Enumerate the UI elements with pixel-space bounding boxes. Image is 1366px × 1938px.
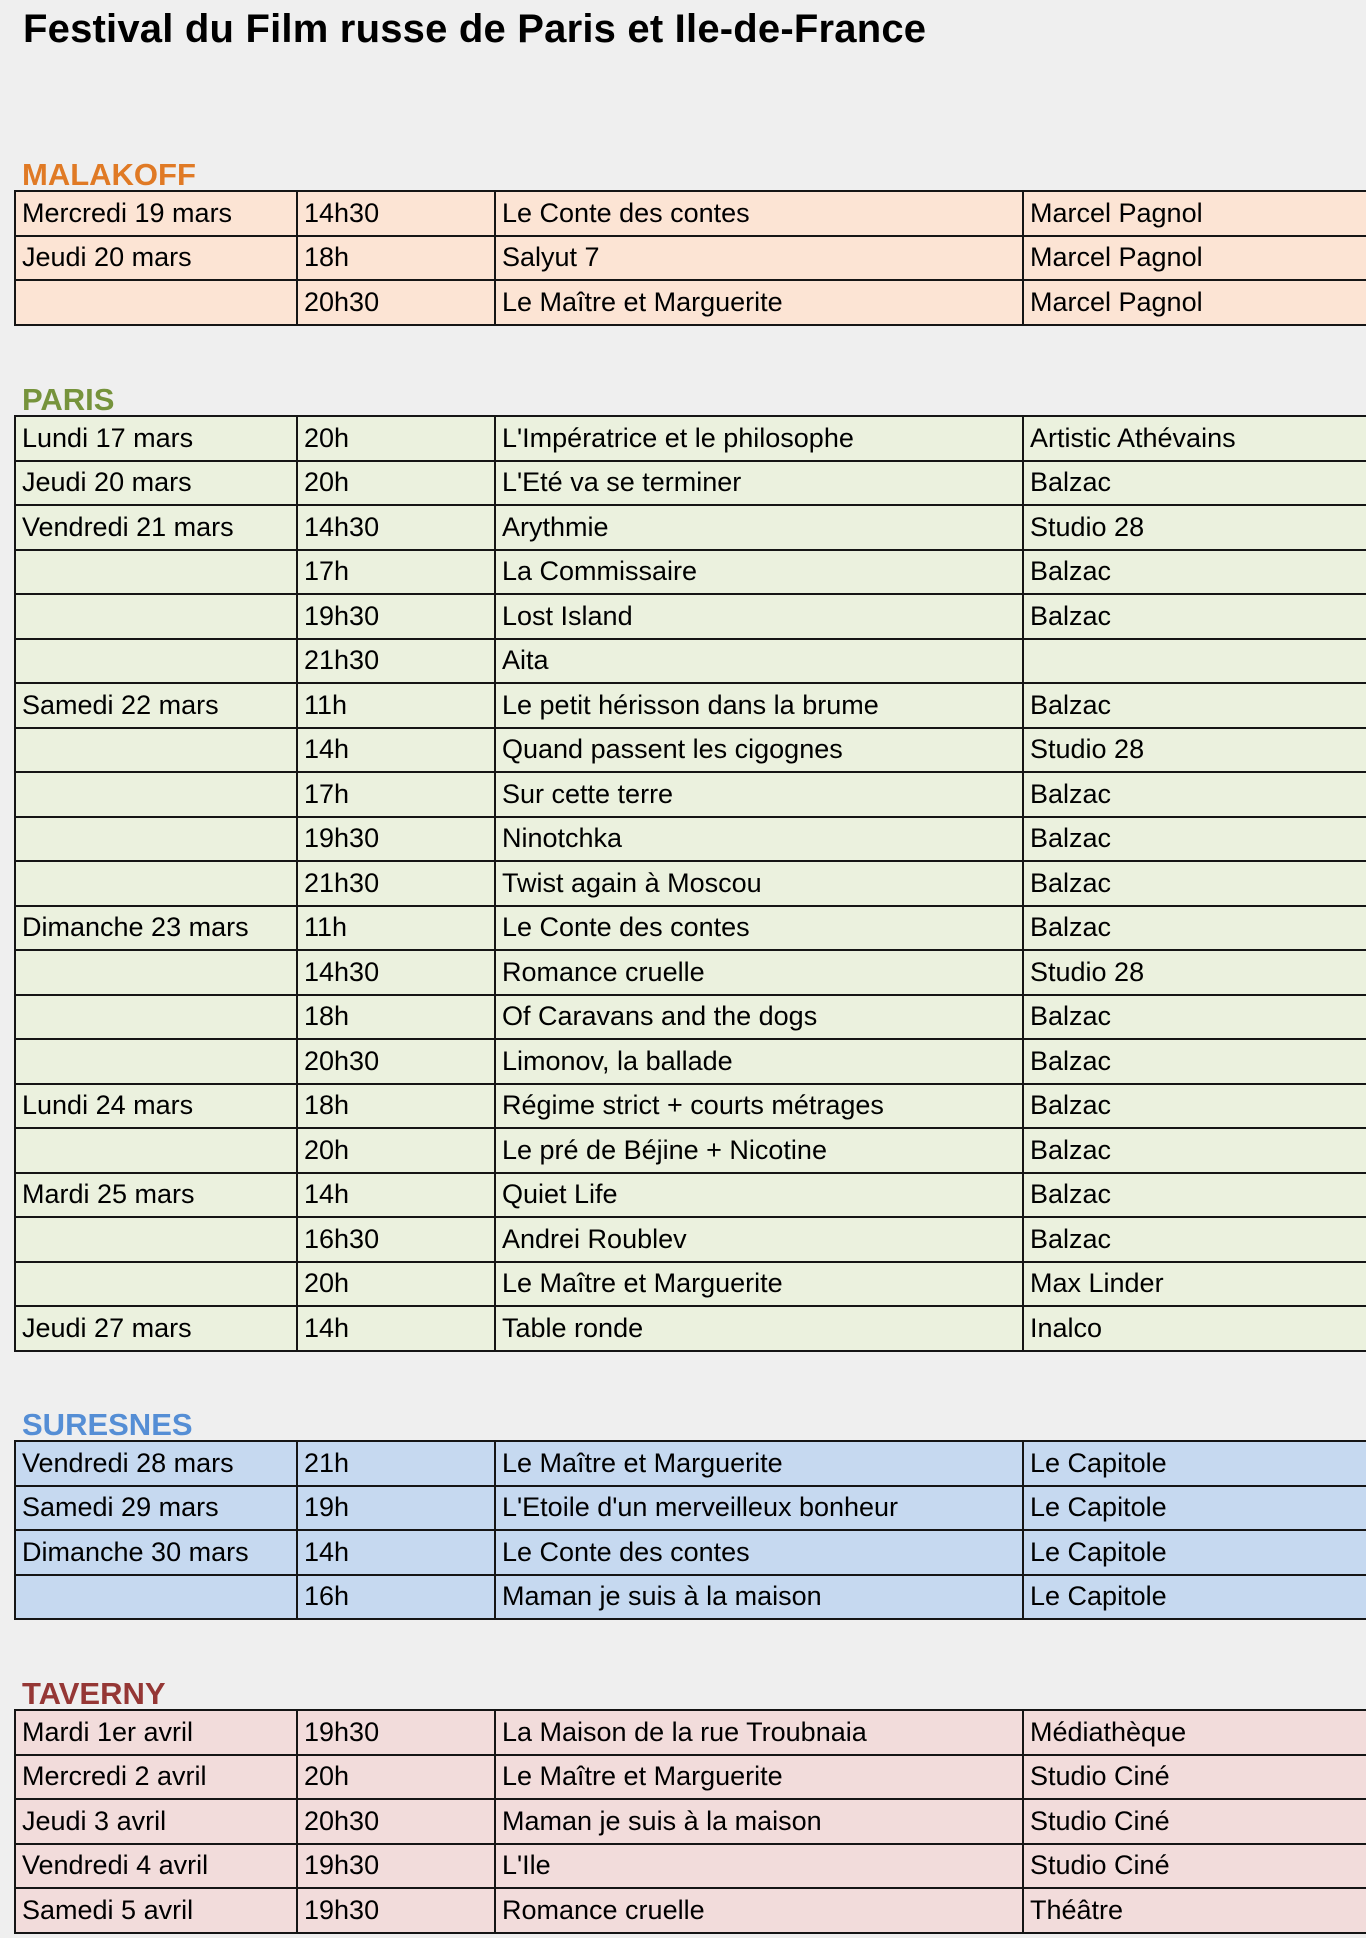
film-cell: Le Maître et Marguerite	[495, 1755, 1023, 1800]
schedule-table	[14, 415, 1366, 1352]
film-cell: Le Maître et Marguerite	[495, 1441, 1023, 1486]
venue-cell: Marcel Pagnol	[1023, 191, 1366, 236]
date-cell: Lundi 17 mars	[15, 416, 297, 461]
venue-cell: Max Linder	[1023, 1262, 1366, 1307]
date-cell: Jeudi 27 mars	[15, 1306, 297, 1351]
film-cell: Of Caravans and the dogs	[495, 995, 1023, 1040]
table-row	[15, 416, 1366, 461]
time-cell: 20h30	[297, 1799, 495, 1844]
section-title: SURESNES	[22, 1407, 193, 1442]
section-taverny	[14, 1669, 1366, 1934]
table-row	[15, 861, 1366, 906]
table-row	[15, 1799, 1366, 1844]
date-cell	[15, 594, 297, 639]
section-paris	[14, 375, 1366, 1352]
table-row	[15, 772, 1366, 817]
film-cell: L'Impératrice et le philosophe	[495, 416, 1023, 461]
time-cell: 20h	[297, 1128, 495, 1173]
time-cell: 14h	[297, 1530, 495, 1575]
table-row	[15, 1084, 1366, 1129]
film-cell: Salyut 7	[495, 236, 1023, 281]
film-cell: Le Maître et Marguerite	[495, 1262, 1023, 1307]
venue-cell: Studio 28	[1023, 950, 1366, 995]
venue-cell: Médiathèque	[1023, 1710, 1366, 1755]
time-cell: 11h	[297, 683, 495, 728]
film-cell: Maman je suis à la maison	[495, 1575, 1023, 1620]
date-cell: Mardi 1er avril	[15, 1710, 297, 1755]
venue-cell	[1023, 639, 1366, 684]
time-cell: 19h30	[297, 594, 495, 639]
venue-cell: Studio 28	[1023, 505, 1366, 550]
date-cell	[15, 861, 297, 906]
film-cell: Table ronde	[495, 1306, 1023, 1351]
table-row	[15, 1262, 1366, 1307]
date-cell	[15, 639, 297, 684]
time-cell: 14h30	[297, 505, 495, 550]
schedule-table	[14, 190, 1366, 326]
date-cell	[15, 950, 297, 995]
time-cell: 20h	[297, 461, 495, 506]
date-cell: Vendredi 28 mars	[15, 1441, 297, 1486]
venue-cell: Studio Ciné	[1023, 1844, 1366, 1889]
table-row	[15, 817, 1366, 862]
time-cell: 21h30	[297, 639, 495, 684]
table-row	[15, 1039, 1366, 1084]
date-cell	[15, 1575, 297, 1620]
venue-cell: Studio 28	[1023, 728, 1366, 773]
time-cell: 14h	[297, 728, 495, 773]
table-row	[15, 683, 1366, 728]
venue-cell: Le Capitole	[1023, 1441, 1366, 1486]
film-cell: Aita	[495, 639, 1023, 684]
film-cell: La Maison de la rue Troubnaia	[495, 1710, 1023, 1755]
film-cell: Le Conte des contes	[495, 191, 1023, 236]
venue-cell: Théâtre	[1023, 1888, 1366, 1933]
section-malakoff	[14, 150, 1366, 326]
table-row	[15, 1217, 1366, 1262]
venue-cell: Balzac	[1023, 683, 1366, 728]
venue-cell: Inalco	[1023, 1306, 1366, 1351]
table-row	[15, 461, 1366, 506]
film-cell: Régime strict + courts métrages	[495, 1084, 1023, 1129]
time-cell: 19h30	[297, 1888, 495, 1933]
table-row	[15, 906, 1366, 951]
film-cell: Le petit hérisson dans la brume	[495, 683, 1023, 728]
date-cell	[15, 1262, 297, 1307]
film-cell: Limonov, la ballade	[495, 1039, 1023, 1084]
venue-cell: Marcel Pagnol	[1023, 280, 1366, 325]
date-cell: Samedi 5 avril	[15, 1888, 297, 1933]
venue-cell: Balzac	[1023, 1128, 1366, 1173]
table-row	[15, 280, 1366, 325]
venue-cell: Balzac	[1023, 861, 1366, 906]
date-cell	[15, 1039, 297, 1084]
venue-cell: Balzac	[1023, 995, 1366, 1040]
venue-cell: Le Capitole	[1023, 1575, 1366, 1620]
venue-cell: Balzac	[1023, 594, 1366, 639]
time-cell: 20h30	[297, 280, 495, 325]
table-row	[15, 1128, 1366, 1173]
film-cell: Arythmie	[495, 505, 1023, 550]
film-cell: Le Conte des contes	[495, 1530, 1023, 1575]
table-row	[15, 191, 1366, 236]
time-cell: 20h	[297, 1755, 495, 1800]
table-row	[15, 639, 1366, 684]
date-cell: Mercredi 2 avril	[15, 1755, 297, 1800]
date-cell	[15, 728, 297, 773]
table-row	[15, 1173, 1366, 1218]
venue-cell: Balzac	[1023, 1217, 1366, 1262]
time-cell: 19h	[297, 1486, 495, 1531]
section-title: PARIS	[22, 382, 115, 417]
schedule-table	[14, 1440, 1366, 1620]
venue-cell: Balzac	[1023, 817, 1366, 862]
schedule-table	[14, 1709, 1366, 1934]
venue-cell: Artistic Athévains	[1023, 416, 1366, 461]
film-cell: Lost Island	[495, 594, 1023, 639]
film-cell: Maman je suis à la maison	[495, 1799, 1023, 1844]
venue-cell: Le Capitole	[1023, 1486, 1366, 1531]
time-cell: 14h30	[297, 191, 495, 236]
venue-cell: Balzac	[1023, 1084, 1366, 1129]
time-cell: 17h	[297, 772, 495, 817]
date-cell	[15, 550, 297, 595]
film-cell: L'Etoile d'un merveilleux bonheur	[495, 1486, 1023, 1531]
date-cell: Dimanche 30 mars	[15, 1530, 297, 1575]
table-row	[15, 950, 1366, 995]
film-cell: Ninotchka	[495, 817, 1023, 862]
film-cell: Le pré de Béjine + Nicotine	[495, 1128, 1023, 1173]
film-cell: Andrei Roublev	[495, 1217, 1023, 1262]
film-cell: Sur cette terre	[495, 772, 1023, 817]
time-cell: 18h	[297, 236, 495, 281]
time-cell: 14h	[297, 1173, 495, 1218]
date-cell	[15, 995, 297, 1040]
film-cell: La Commissaire	[495, 550, 1023, 595]
venue-cell: Studio Ciné	[1023, 1799, 1366, 1844]
date-cell: Mercredi 19 mars	[15, 191, 297, 236]
table-row	[15, 1486, 1366, 1531]
date-cell: Mardi 25 mars	[15, 1173, 297, 1218]
venue-cell: Marcel Pagnol	[1023, 236, 1366, 281]
date-cell: Jeudi 3 avril	[15, 1799, 297, 1844]
date-cell	[15, 280, 297, 325]
film-cell: L'Ile	[495, 1844, 1023, 1889]
time-cell: 14h	[297, 1306, 495, 1351]
date-cell	[15, 1217, 297, 1262]
section-title: TAVERNY	[22, 1676, 166, 1711]
time-cell: 19h30	[297, 1844, 495, 1889]
section-title: MALAKOFF	[22, 157, 196, 192]
film-cell: Le Conte des contes	[495, 906, 1023, 951]
time-cell: 21h30	[297, 861, 495, 906]
film-cell: L'Eté va se terminer	[495, 461, 1023, 506]
time-cell: 16h30	[297, 1217, 495, 1262]
date-cell: Vendredi 4 avril	[15, 1844, 297, 1889]
date-cell: Jeudi 20 mars	[15, 461, 297, 506]
table-row	[15, 1530, 1366, 1575]
date-cell: Samedi 29 mars	[15, 1486, 297, 1531]
film-cell: Quand passent les cigognes	[495, 728, 1023, 773]
film-cell: Quiet Life	[495, 1173, 1023, 1218]
table-row	[15, 1441, 1366, 1486]
time-cell: 20h	[297, 416, 495, 461]
time-cell: 11h	[297, 906, 495, 951]
time-cell: 14h30	[297, 950, 495, 995]
date-cell: Jeudi 20 mars	[15, 236, 297, 281]
venue-cell: Balzac	[1023, 906, 1366, 951]
time-cell: 16h	[297, 1575, 495, 1620]
table-row	[15, 1755, 1366, 1800]
date-cell	[15, 817, 297, 862]
time-cell: 18h	[297, 995, 495, 1040]
table-row	[15, 236, 1366, 281]
time-cell: 20h	[297, 1262, 495, 1307]
table-row	[15, 1710, 1366, 1755]
time-cell: 21h	[297, 1441, 495, 1486]
table-row	[15, 505, 1366, 550]
film-cell: Romance cruelle	[495, 1888, 1023, 1933]
time-cell: 19h30	[297, 1710, 495, 1755]
time-cell: 17h	[297, 550, 495, 595]
date-cell: Samedi 22 mars	[15, 683, 297, 728]
date-cell	[15, 772, 297, 817]
venue-cell: Balzac	[1023, 1173, 1366, 1218]
table-row	[15, 1844, 1366, 1889]
table-row	[15, 728, 1366, 773]
venue-cell: Balzac	[1023, 550, 1366, 595]
page-title: Festival du Film russe de Paris et Ile-de-France	[23, 7, 927, 51]
time-cell: 20h30	[297, 1039, 495, 1084]
date-cell: Vendredi 21 mars	[15, 505, 297, 550]
date-cell	[15, 1128, 297, 1173]
time-cell: 19h30	[297, 817, 495, 862]
venue-cell: Le Capitole	[1023, 1530, 1366, 1575]
venue-cell: Balzac	[1023, 461, 1366, 506]
table-row	[15, 550, 1366, 595]
table-row	[15, 1306, 1366, 1351]
section-suresnes	[14, 1400, 1366, 1620]
date-cell: Dimanche 23 mars	[15, 906, 297, 951]
table-row	[15, 594, 1366, 639]
film-cell: Twist again à Moscou	[495, 861, 1023, 906]
date-cell: Lundi 24 mars	[15, 1084, 297, 1129]
venue-cell: Balzac	[1023, 772, 1366, 817]
time-cell: 18h	[297, 1084, 495, 1129]
table-row	[15, 995, 1366, 1040]
film-cell: Romance cruelle	[495, 950, 1023, 995]
venue-cell: Studio Ciné	[1023, 1755, 1366, 1800]
table-row	[15, 1575, 1366, 1620]
table-row	[15, 1888, 1366, 1933]
film-cell: Le Maître et Marguerite	[495, 280, 1023, 325]
venue-cell: Balzac	[1023, 1039, 1366, 1084]
